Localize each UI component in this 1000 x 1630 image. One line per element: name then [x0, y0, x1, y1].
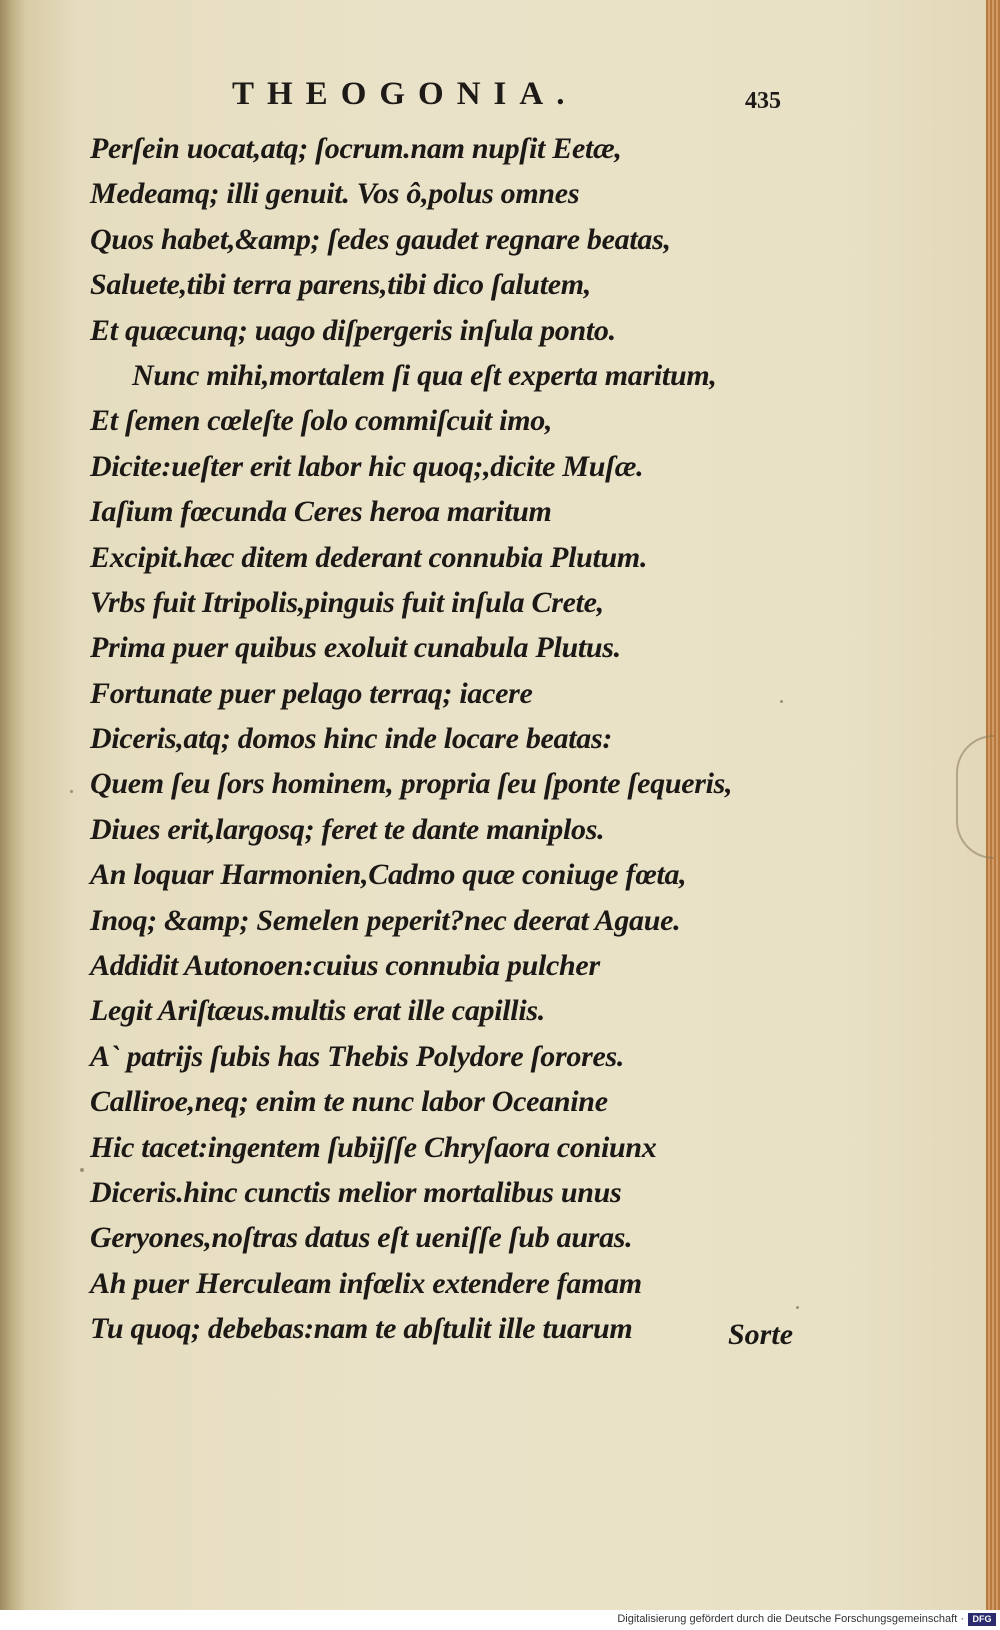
ink-speck — [796, 1306, 799, 1309]
verse-line: Diceris.hinc cunctis melior mortalibus unus — [90, 1175, 622, 1209]
verse-line: Addidit Autonoen:cuius connubia pulcher — [90, 949, 600, 983]
verse-line: Iaſium fœcunda Ceres heroa maritum — [90, 495, 552, 529]
verse-line: A` patrijs ſubis has Thebis Polydore ſorores. — [90, 1039, 625, 1073]
verse-line: Perſein uocat,atq; ſocrum.nam nupſit Eetæ, — [90, 132, 622, 165]
verse-line: Inoq; &amp; Semelen peperit?nec deerat Agaue. — [90, 903, 681, 937]
verse-line: An loquar Harmonien,Cadmo quæ coniuge fœta, — [90, 858, 687, 892]
binding-gutter — [0, 0, 26, 1610]
ink-speck — [780, 700, 783, 703]
verse-line: Dicite:ueſter erit labor hic quoq;,dicite Muſæ. — [90, 449, 644, 483]
verse-line: Excipit.hæc ditem dederant connubia Plutum. — [90, 540, 648, 574]
ink-speck — [70, 790, 73, 793]
verse-line: Legit Ariſtæus.multis erat ille capillis. — [90, 994, 545, 1028]
verse-line: Hic tacet:ingentem ſubijſſe Chryſaora coniunx — [90, 1130, 657, 1164]
page-number: 435 — [745, 88, 781, 114]
verse-line: Et ſemen cœleſte ſolo commiſcuit imo, — [90, 404, 553, 438]
verse-line: Ah puer Herculeam infœlix extendere famam — [90, 1266, 642, 1300]
verse-line: Fortunate puer pelago terraq; iacere — [90, 676, 533, 710]
verse-line: Medeamq; illi genuit. Vos ô,polus omnes — [90, 177, 580, 211]
verse-line: Nunc mihi,mortalem ſi qua eſt experta maritum, — [132, 358, 717, 392]
clip-shadow — [956, 735, 994, 859]
catchword: Sorte — [728, 1318, 794, 1351]
digitization-credit: Digitalisierung gefördert durch die Deutsche Forschungsgemeinschaft · — [617, 1613, 964, 1625]
verse-line: Tu quoq; debebas:nam te abſtulit ille tuarum — [90, 1312, 633, 1346]
dfg-logo: DFG — [968, 1613, 996, 1626]
verse-line: Diues erit,largosq; feret te dante maniplos. — [90, 812, 605, 846]
verse-line: Vrbs fuit Itripolis,pinguis fuit inſula Crete, — [90, 585, 604, 619]
verse-line: Saluete,tibi terra parens,tibi dico ſalutem, — [90, 268, 591, 302]
running-title: THEOGONIA. — [232, 76, 578, 112]
verse-line: Et quæcunq; uago diſpergeris inſula ponto. — [90, 313, 616, 347]
verse-line: Geryones,noſtras datus eſt ueniſſe ſub auras. — [90, 1221, 633, 1255]
page-header — [0, 76, 988, 120]
verse-line: Diceris,atq; domos hinc inde locare beatas: — [90, 722, 613, 756]
verse-line: Prima puer quibus exoluit cunabula Plutus. — [90, 631, 621, 665]
verse-line: Calliroe,neq; enim te nunc labor Oceanine — [90, 1085, 608, 1119]
footer-bar — [0, 1610, 1000, 1630]
ink-speck — [80, 1168, 84, 1172]
verse-line: Quem ſeu ſors hominem, propria ſeu ſponte ſequeris, — [90, 767, 733, 801]
verse-line: Quos habet,&amp; ſedes gaudet regnare beatas, — [90, 222, 671, 256]
verse-text-block — [90, 126, 810, 1352]
